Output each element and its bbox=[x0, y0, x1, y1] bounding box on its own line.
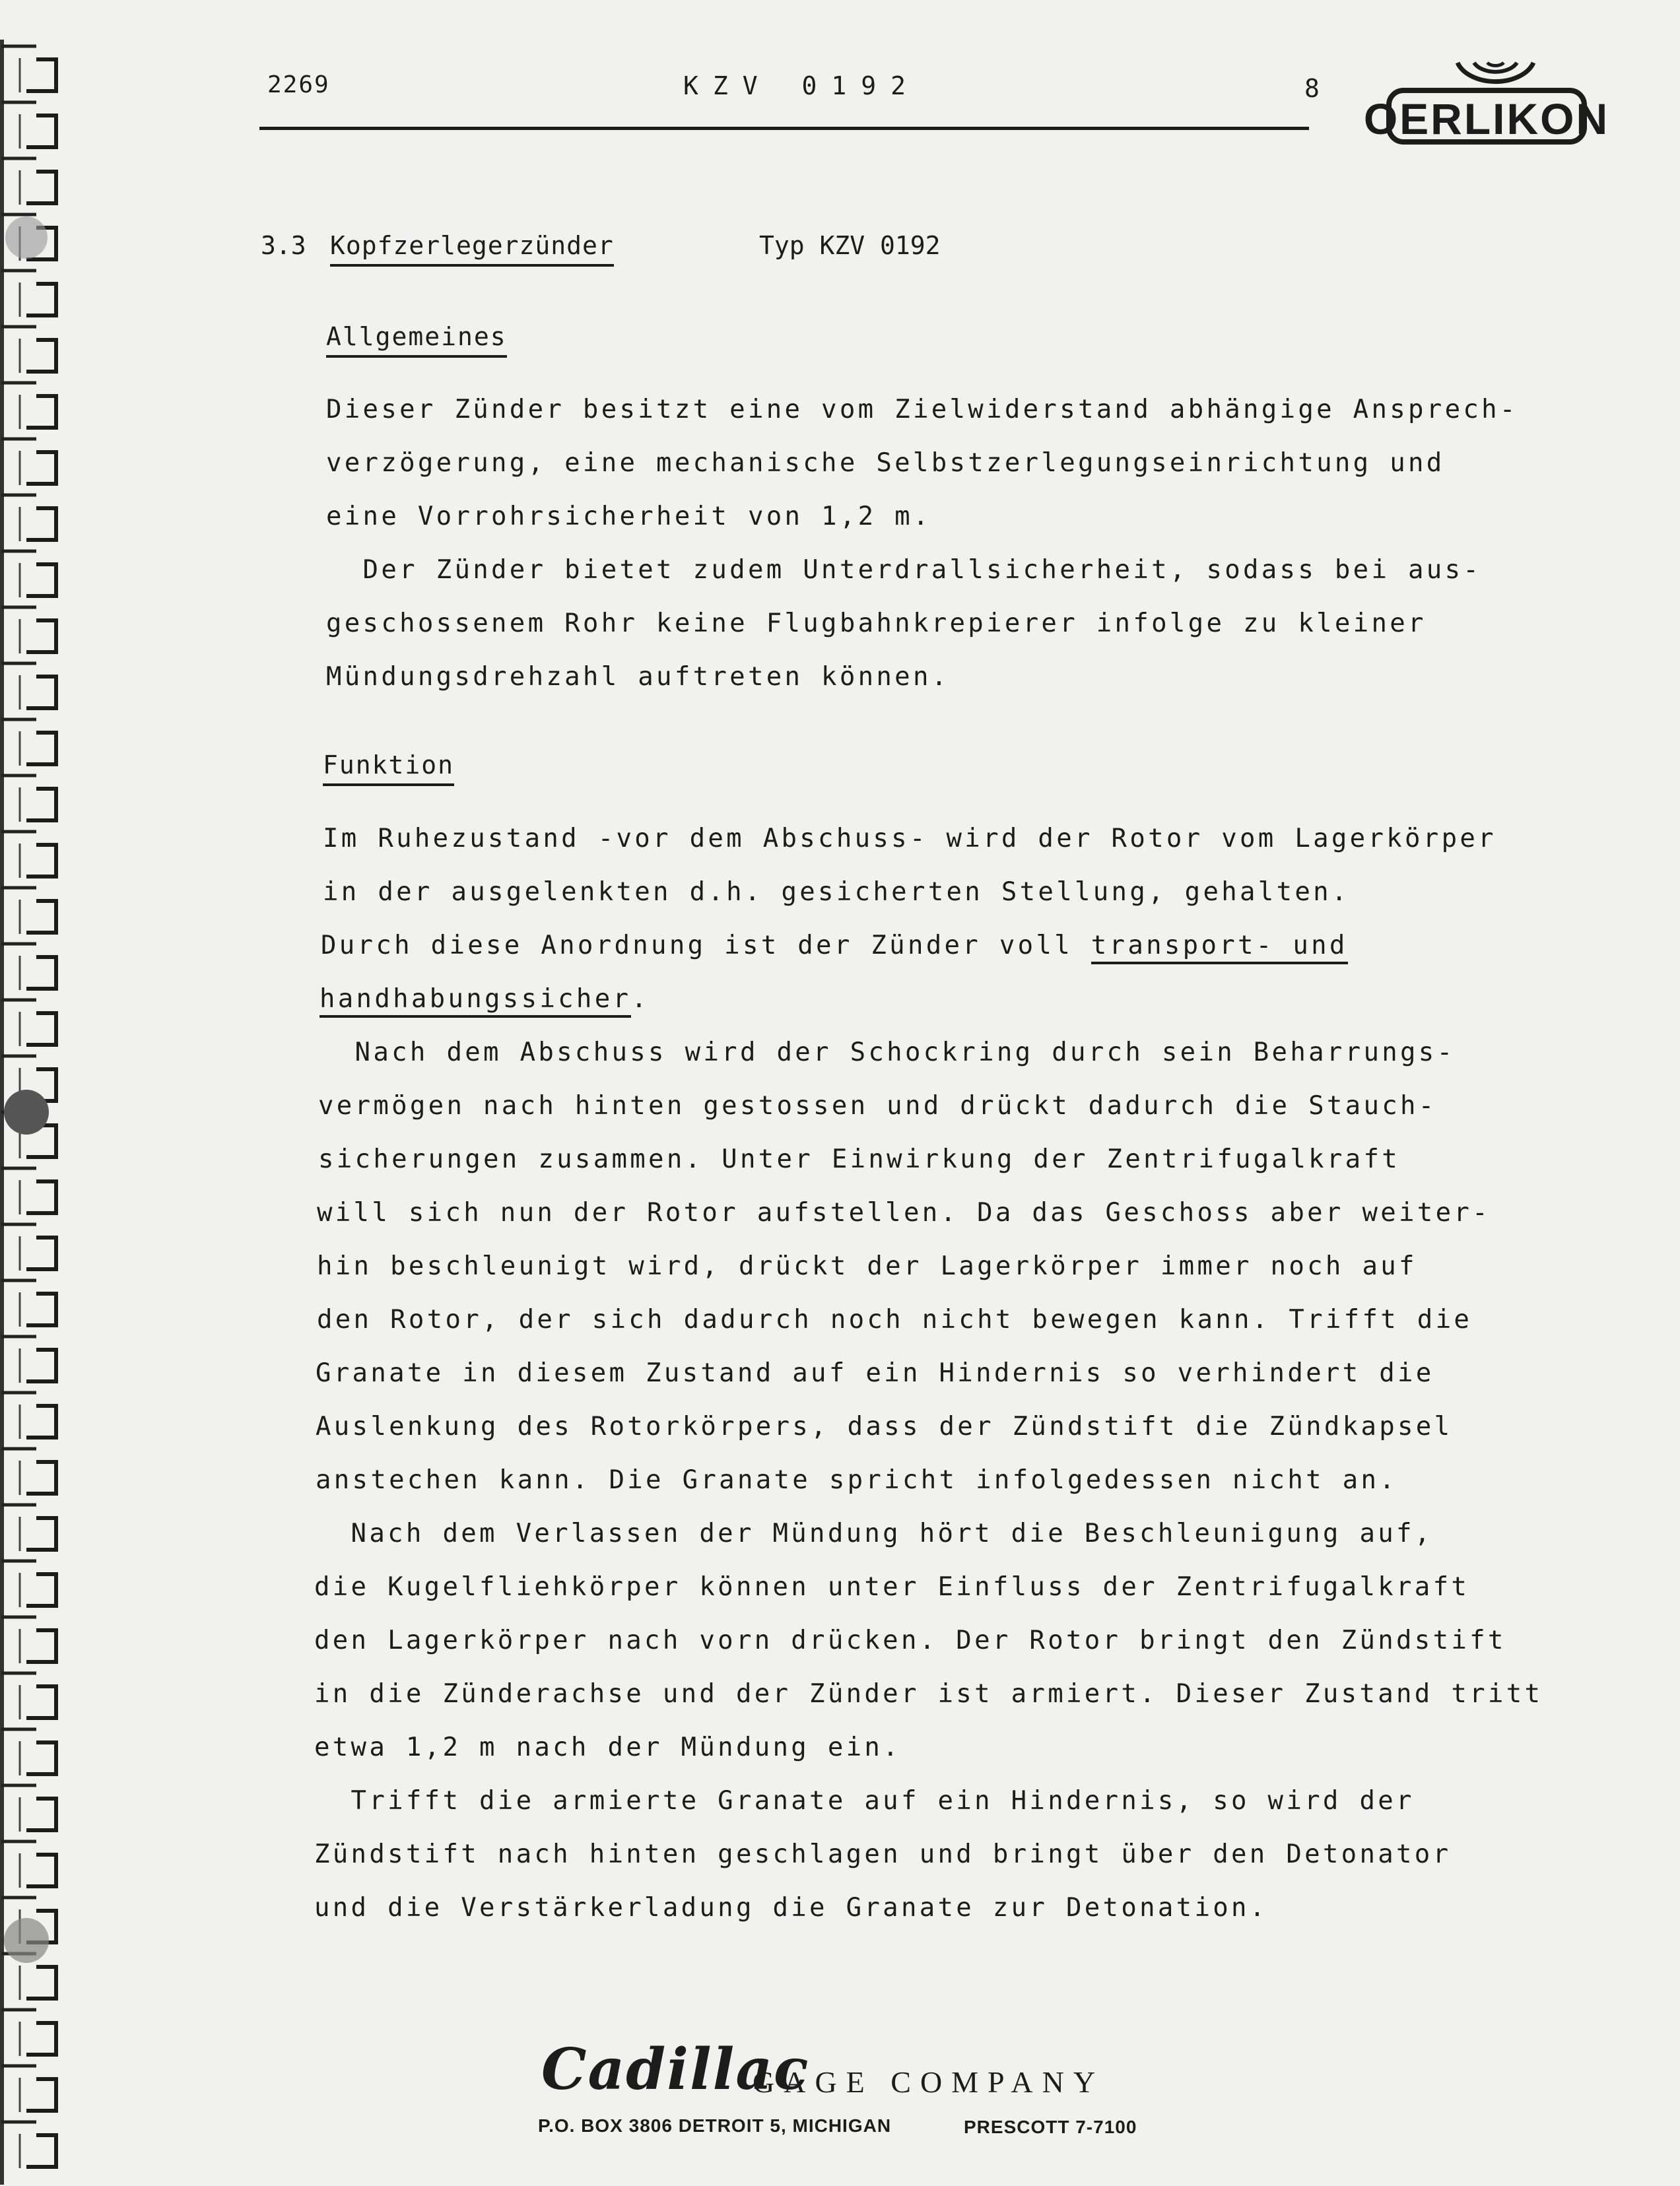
allgemeines-line-2: verzögerung, eine mechanische Selbstzerlegungseinrichtung und bbox=[326, 448, 1445, 478]
footer-address: P.O. BOX 3806 DETROIT 5, MICHIGAN bbox=[538, 2115, 892, 2136]
funktion-paragraph-line: vermögen nach hinten gestossen und drückt dadurch die Stauch- bbox=[318, 1091, 1437, 1121]
allgemeines-line-1: Dieser Zünder besitzt eine vom Zielwiderstand abhängige Ansprech- bbox=[326, 395, 1518, 424]
funktion-paragraph-line: Nach dem Verlassen der Mündung hört die Beschleunigung auf, bbox=[314, 1519, 1433, 1548]
funktion-paragraph-line: den Rotor, der sich dadurch noch nicht bewegen kann. Trifft die bbox=[317, 1305, 1473, 1335]
allgemeines-line-6: Mündungsdrehzahl auftreten können. bbox=[326, 662, 950, 692]
footer-company-name: GAGE COMPANY bbox=[753, 2065, 1105, 2099]
footer-phone: PRESCOTT 7-7100 bbox=[964, 2117, 1137, 2137]
header-rule bbox=[259, 127, 1309, 130]
funktion-line-1: Im Ruhezustand -vor dem Abschuss- wird der Rotor vom Lagerkörper bbox=[323, 824, 1496, 853]
allgemeines-line-3: eine Vorrohrsicherheit von 1,2 m. bbox=[326, 502, 931, 531]
funktion-heading: Funktion bbox=[323, 750, 454, 786]
footer-company-script: Cadillac bbox=[541, 2036, 810, 2103]
funktion-paragraph-line: und die Verstärkerladung die Granate zur Detonation. bbox=[314, 1893, 1268, 1923]
underlined-phrase: transport- und bbox=[1091, 931, 1348, 964]
funktion-paragraph-line: etwa 1,2 m nach der Mündung ein. bbox=[314, 1733, 901, 1762]
funktion-line-3-text: Durch diese Anordnung ist der Zünder voll bbox=[321, 931, 1091, 960]
document-code: KZV 0192 bbox=[683, 71, 921, 100]
spiral-binding bbox=[0, 40, 73, 2185]
section-type: Typ KZV 0192 bbox=[759, 231, 941, 260]
funktion-paragraph-line: Zündstift nach hinten geschlagen und bringt über den Detonator bbox=[314, 1839, 1452, 1869]
page-number: 8 bbox=[1304, 74, 1320, 103]
underlined-phrase: handhabungssicher bbox=[319, 984, 631, 1018]
logo-text: OERLIKON bbox=[1363, 94, 1610, 143]
section-title: Kopfzerlegerzünder bbox=[330, 231, 614, 267]
funktion-paragraph-line: Auslenkung des Rotorkörpers, dass der Zündstift die Zündkapsel bbox=[316, 1412, 1453, 1441]
allgemeines-line-5: geschossenem Rohr keine Flugbahnkrepierer infolge zu kleiner bbox=[326, 609, 1427, 638]
document-number: 2269 bbox=[267, 71, 330, 98]
funktion-paragraph-line: hin beschleunigt wird, drückt der Lagerkörper immer noch auf bbox=[317, 1251, 1417, 1281]
allgemeines-heading: Allgemeines bbox=[326, 322, 507, 358]
funktion-line-2: in der ausgelenkten d.h. gesicherten Stellung, gehalten. bbox=[323, 877, 1350, 907]
funktion-paragraph-line: in die Zünderachse und der Zünder ist armiert. Dieser Zustand tritt bbox=[314, 1679, 1543, 1709]
oerlikon-logo bbox=[1363, 56, 1610, 155]
funktion-paragraph-line: Nach dem Abschuss wird der Schockring durch sein Beharrungs- bbox=[318, 1038, 1456, 1067]
funktion-line-4 bbox=[319, 984, 650, 1014]
funktion-paragraph-line: sicherungen zusammen. Unter Einwirkung der Zentrifugalkraft bbox=[318, 1144, 1401, 1174]
funktion-line-3 bbox=[321, 931, 1348, 960]
funktion-paragraph-line: will sich nun der Rotor aufstellen. Da das Geschoss aber weiter- bbox=[317, 1198, 1491, 1228]
funktion-paragraph-line: die Kugelfliehkörper können unter Einfluss der Zentrifugalkraft bbox=[314, 1572, 1470, 1602]
section-number: 3.3 bbox=[261, 231, 306, 260]
funktion-paragraph-line: Trifft die armierte Granate auf ein Hindernis, so wird der bbox=[314, 1786, 1415, 1816]
allgemeines-line-4: Der Zünder bietet zudem Unterdrallsicherheit, sodass bei aus- bbox=[326, 555, 1482, 585]
funktion-paragraph-line: Granate in diesem Zustand auf ein Hindernis so verhindert die bbox=[316, 1358, 1434, 1388]
funktion-paragraph-line: anstechen kann. Die Granate spricht infolgedessen nicht an. bbox=[316, 1465, 1398, 1495]
funktion-line-4-text: . bbox=[631, 984, 650, 1014]
funktion-paragraph-line: den Lagerkörper nach vorn drücken. Der Rotor bringt den Zündstift bbox=[314, 1626, 1506, 1655]
